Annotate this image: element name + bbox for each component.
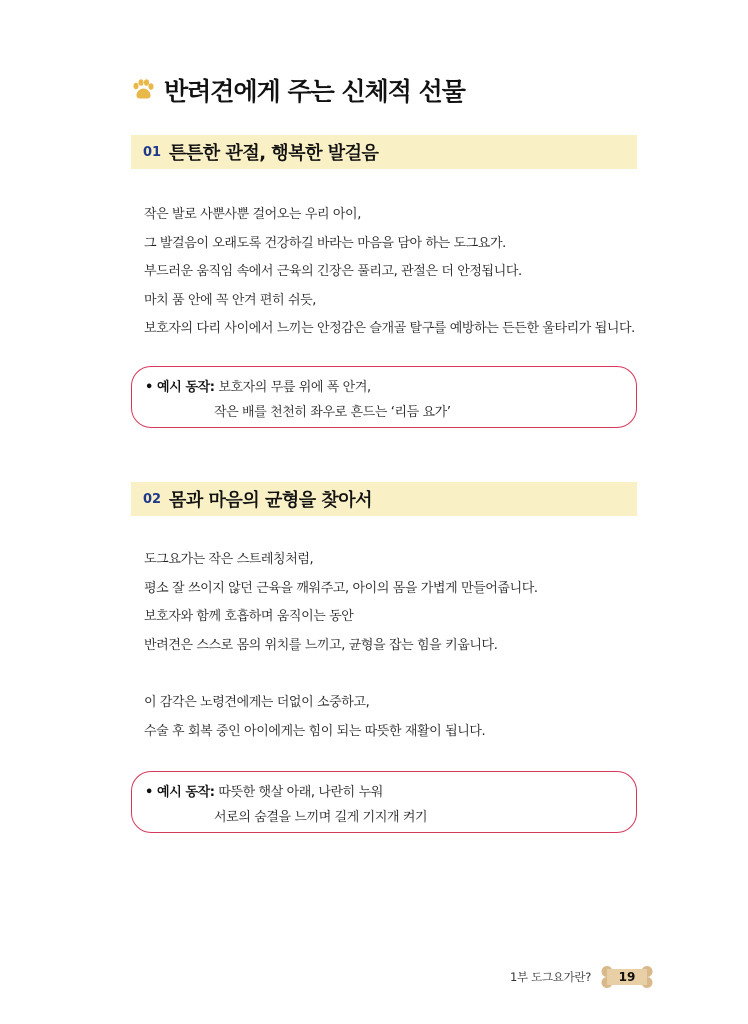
body-line: 부드러운 움직임 속에서 근육의 긴장은 풀리고, 관절은 더 안정됩니다. <box>144 264 522 279</box>
example-line: 서로의 숨결을 느끼며 길게 기지개 켜기 <box>214 810 428 825</box>
page-title-text: 반려견에게 주는 신체적 선물 <box>164 77 465 106</box>
body-line: 반려견은 스스로 몸의 위치를 느끼고, 균형을 잡는 힘을 키웁니다. <box>144 637 498 653</box>
example-box-02 <box>131 771 637 833</box>
body-line: 보호자의 다리 사이에서 느끼는 안정감은 슬개골 탈구를 예방하는 든든한 울타리가 됩니다. <box>144 321 635 336</box>
body-line: 보호자와 함께 호흡하며 움직이는 동안 <box>144 609 354 624</box>
section-02-paragraph <box>144 550 644 750</box>
body-line: 도그요가는 작은 스트레칭처럼, <box>144 552 314 567</box>
page-footer <box>510 962 653 992</box>
example-label: • 예시 동작: <box>145 380 215 395</box>
body-line: 작은 발로 사뿐사뿐 걸어오는 우리 아이, <box>144 207 361 222</box>
section-heading: 튼튼한 관절, 행복한 발걸음 <box>169 143 379 164</box>
example-label: • 예시 동작: <box>145 785 215 800</box>
example-line: 보호자의 무릎 위에 폭 안겨, <box>218 380 371 395</box>
section-heading: 몸과 마음의 균형을 찾아서 <box>169 490 373 511</box>
body-line: 이 감각은 노령견에게는 더없이 소중하고, <box>144 695 370 710</box>
page-number-badge <box>601 965 653 989</box>
page-title <box>130 70 465 110</box>
body-line: 평소 잘 쓰이지 않던 근육을 깨워주고, 아이의 몸을 가볍게 만들어줍니다. <box>144 580 538 596</box>
section-01-paragraph <box>144 205 644 348</box>
example-line: 따뜻한 햇살 아래, 나란히 누워 <box>218 785 383 800</box>
section-header-02 <box>131 482 637 516</box>
example-box-01 <box>131 366 637 428</box>
page-number: 19 <box>618 970 636 984</box>
footer-chapter: 1부 도그요가란? <box>510 970 592 984</box>
section-header-01 <box>131 135 637 169</box>
section-number: 01 <box>143 144 162 160</box>
example-line: 작은 배를 천천히 좌우로 흔드는 ‘리듬 요가’ <box>214 405 451 420</box>
paw-icon <box>130 77 156 103</box>
body-line: 그 발걸음이 오래도록 건강하길 바라는 마음을 담아 하는 도그요가. <box>144 235 506 251</box>
section-number: 02 <box>143 491 162 507</box>
body-line: 마치 품 안에 꼭 안겨 편히 쉬듯, <box>144 292 317 308</box>
body-line: 수술 후 회복 중인 아이에게는 힘이 되는 따뜻한 재활이 됩니다. <box>144 723 486 739</box>
